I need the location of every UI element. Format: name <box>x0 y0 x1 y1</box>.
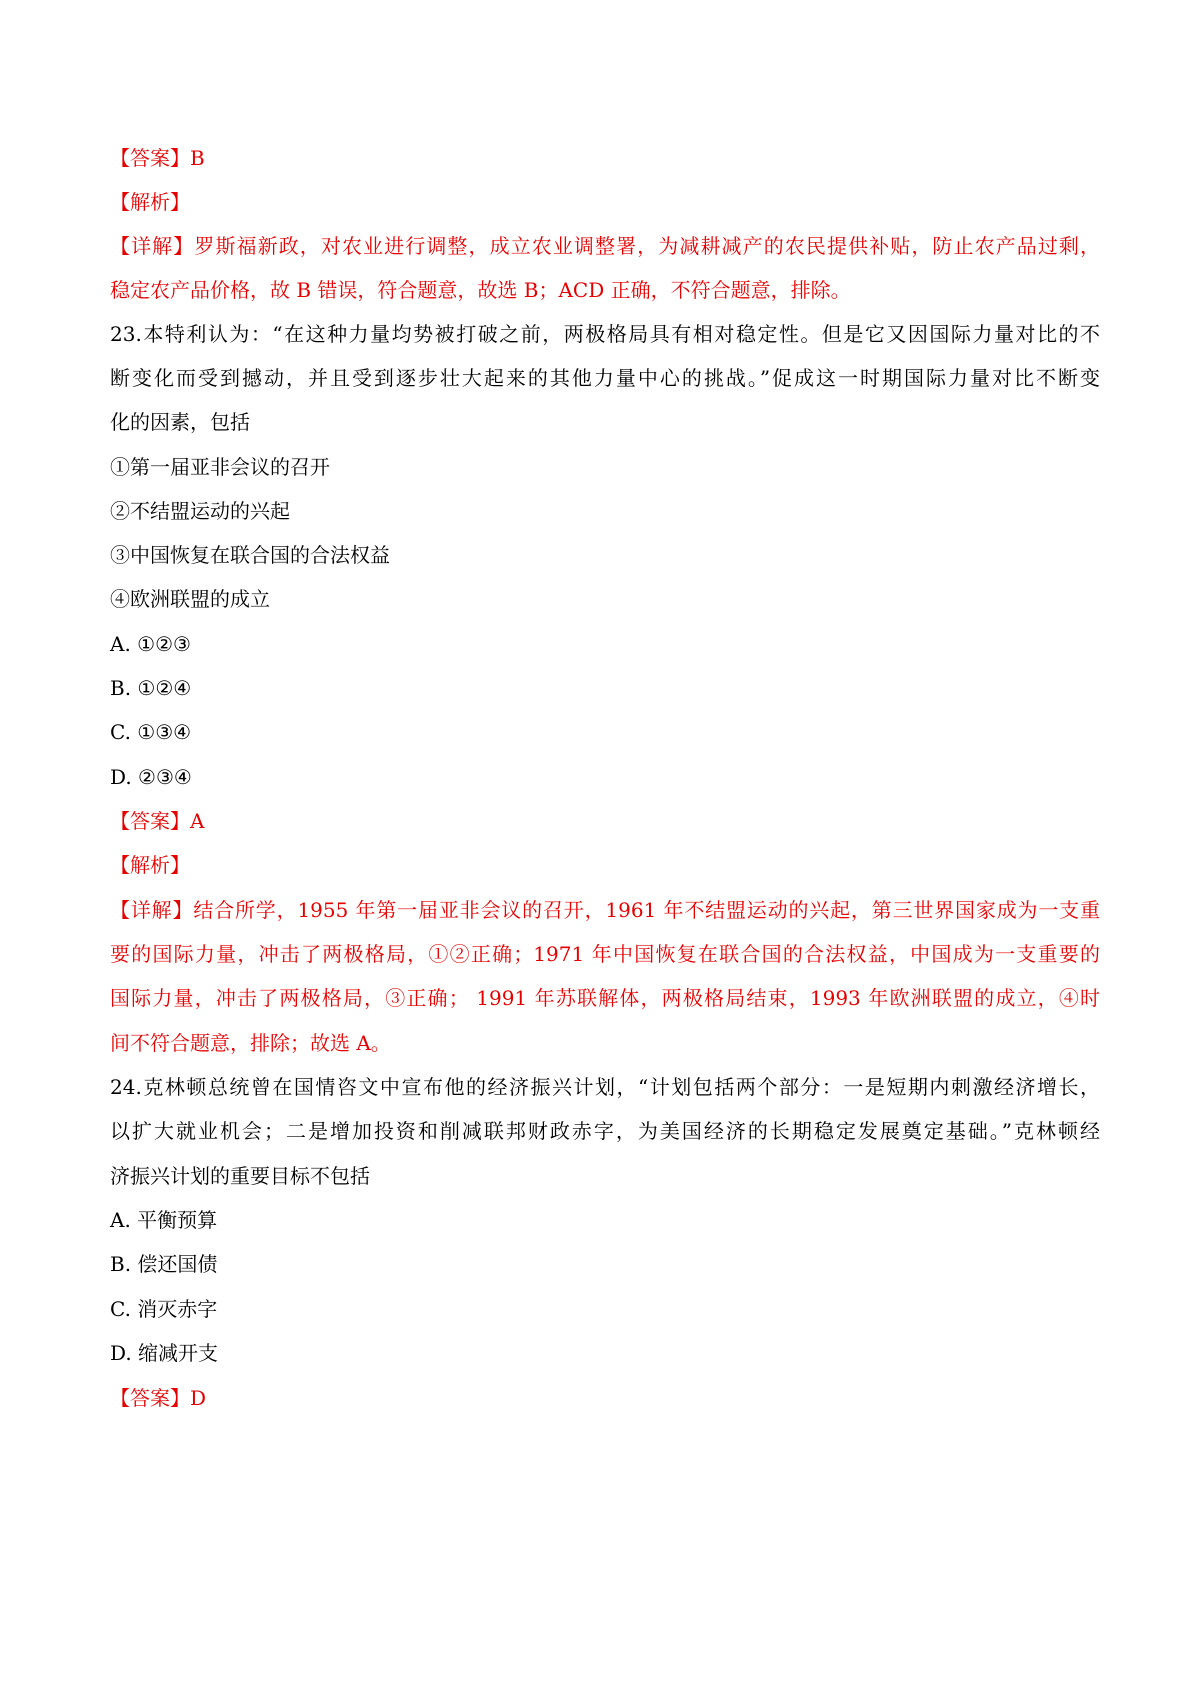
answer-value: B <box>190 146 205 170</box>
analysis-label: 【解析】 <box>110 853 190 877</box>
option: B. ①②④ <box>110 676 192 700</box>
question-text: 24.克林顿总统曾在国情咨文中宣布他的经济振兴计划，“计划包括两个部分：一是短期内刺激经济增长， <box>110 1075 1100 1099</box>
list-item: ①第一届亚非会议的召开 <box>110 455 330 479</box>
list-item: ②不结盟运动的兴起 <box>110 499 290 523</box>
option: D. ②③④ <box>110 765 192 789</box>
option: A. ①②③ <box>110 632 191 656</box>
answer-value: A <box>190 809 205 833</box>
detail-text: 结合所学，1955 年第一届亚非会议的召开，1961 年不结盟运动的兴起，第三世界国家成为一支重 <box>193 898 1101 922</box>
option: A. 平衡预算 <box>110 1208 218 1232</box>
answer-value: D <box>190 1386 207 1410</box>
answer-label: 【答案】 <box>110 1386 190 1410</box>
answer-line <box>110 1386 1100 1410</box>
analysis-line <box>110 853 1100 877</box>
question-text: 化的因素，包括 <box>110 410 250 434</box>
option: C. 消灭赤字 <box>110 1297 218 1321</box>
detail-line: 稳定农产品价格，故 B 错误，符合题意，故选 B；ACD 正确，不符合题意，排除。 <box>110 278 851 302</box>
detail-line: 要的国际力量，冲击了两极格局，①②正确；1971 年中国恢复在联合国的合法权益，中国成为一支重要的 <box>110 942 1100 966</box>
question-text: 断变化而受到撼动，并且受到逐步壮大起来的其他力量中心的挑战。”促成这一时期国际力量对比不断变 <box>110 366 1100 390</box>
list-item: ③中国恢复在联合国的合法权益 <box>110 543 390 567</box>
option: D. 缩减开支 <box>110 1341 219 1365</box>
detail-text: 罗斯福新政，对农业进行调整，成立农业调整署，为减耕减产的农民提供补贴，防止农产品过剩， <box>194 234 1101 258</box>
option: C. ①③④ <box>110 720 192 744</box>
detail-line <box>110 898 1100 922</box>
question-text: 23.本特利认为：“在这种力量均势被打破之前，两极格局具有相对稳定性。但是它又因国际力量对比的不 <box>110 322 1100 346</box>
detail-line: 国际力量，冲击了两极格局，③正确； 1991 年苏联解体，两极格局结束，1993 年欧洲联盟的成立，④时 <box>110 986 1100 1010</box>
analysis-label: 【解析】 <box>110 190 190 214</box>
answer-label: 【答案】 <box>110 809 190 833</box>
analysis-line <box>110 190 1100 214</box>
detail-line <box>110 234 1100 258</box>
detail-line: 间不符合题意，排除；故选 A。 <box>110 1031 391 1055</box>
option: B. 偿还国债 <box>110 1252 218 1276</box>
detail-label: 【详解】 <box>110 898 194 922</box>
detail-label: 【详解】 <box>110 234 195 258</box>
question-text: 以扩大就业机会；二是增加投资和削减联邦财政赤字，为美国经济的长期稳定发展奠定基础。”克林顿经 <box>110 1119 1100 1143</box>
list-item: ④欧洲联盟的成立 <box>110 587 270 611</box>
answer-line <box>110 809 1100 833</box>
question-text: 济振兴计划的重要目标不包括 <box>110 1164 370 1188</box>
answer-label: 【答案】 <box>110 146 190 170</box>
answer-line <box>110 146 1100 170</box>
